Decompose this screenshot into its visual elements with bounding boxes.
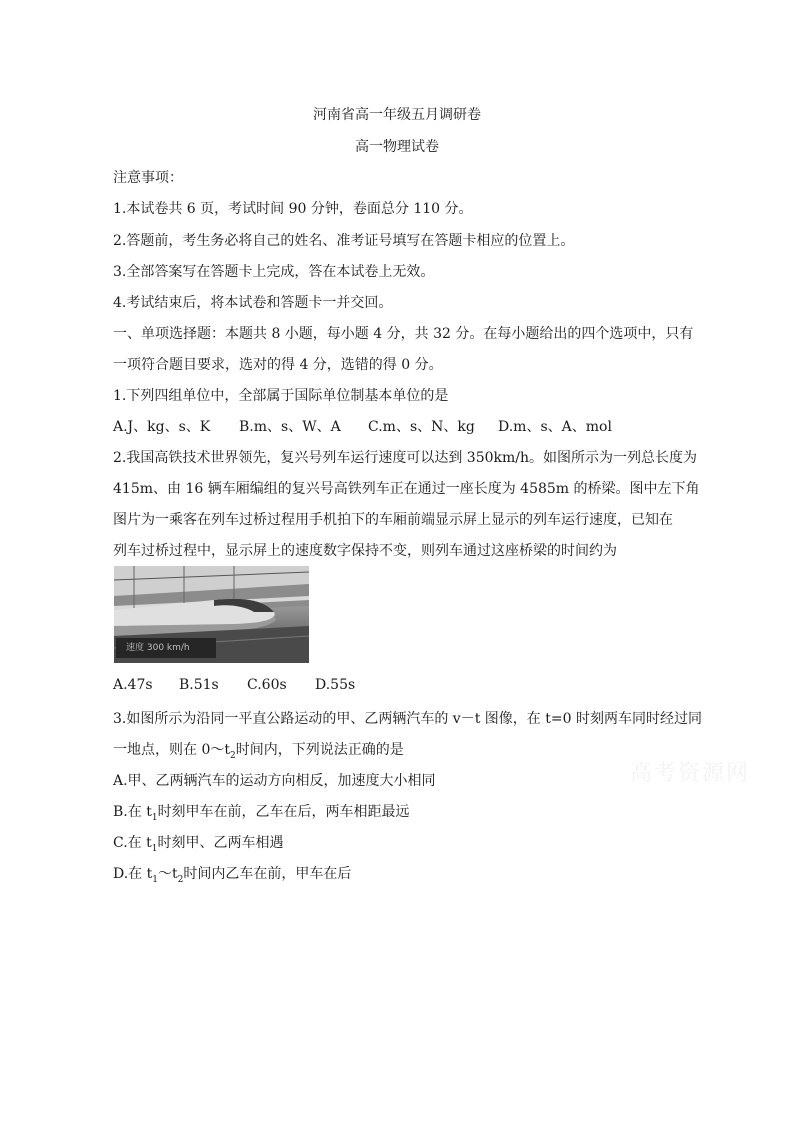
train-photo	[114, 566, 309, 663]
exam-title: 河南省高一年级五月调研卷	[313, 107, 481, 123]
q1-option-c: C.m、s、N、kg	[368, 419, 475, 435]
q3-option-d: D.在 $t_1\sim t_2$时间内乙车在前，甲车在后	[113, 866, 352, 885]
q1-option-d: D.m、s、A、mol	[498, 419, 612, 435]
notice-heading: 注意事项：	[113, 170, 183, 186]
notice-item-4: 4.考试结束后，将本试卷和答题卡一并交回。	[113, 295, 393, 311]
q3-option-a: A.甲、乙两辆汽车的运动方向相反，加速度大小相同	[113, 773, 436, 789]
q1-options	[113, 416, 612, 436]
q1-stem: 1.下列四组单位中，全部属于国际单位制基本单位的是	[113, 388, 449, 404]
q2-option-d: D.55s	[315, 677, 356, 693]
q3-option-c: C.在 $t_1$时刻甲、乙两车相遇	[113, 835, 284, 854]
q3-stem-line2: 一地点，则在 $0\sim t_2$时间内，下列说法正确的是	[113, 742, 404, 761]
q2-stem-line1: 2.我国高铁技术世界领先，复兴号列车运行速度可以达到 350km/h。如图所示为一列总长度为	[113, 450, 698, 466]
q3-stem-line1: 3.如图所示为沿同一平直公路运动的甲、乙两辆汽车的 v－t 图像，在 t=0 时刻两车同时经过同	[113, 711, 702, 727]
watermark: 高考资源网	[630, 761, 751, 786]
q2-stem-line3: 图片为一乘客在列车过桥过程用手机拍下的车厢前端显示屏上显示的列车运行速度，已知在	[113, 512, 673, 528]
q1-option-b: B.m、s、W、A	[239, 419, 341, 435]
exam-subtitle: 高一物理试卷	[355, 139, 439, 155]
q2-options	[113, 677, 355, 693]
notice-item-3: 3.全部答案写在答题卡上完成，答在本试卷上无效。	[113, 264, 435, 280]
q1-option-a: A.J、kg、s、K	[113, 419, 211, 435]
q2-stem-line4: 列车过桥过程中，显示屏上的速度数字保持不变，则列车通过这座桥梁的时间约为	[113, 543, 617, 559]
section1-instructions-line1: 一、单项选择题：本题共 8 小题，每小题 4 分，共 32 分。在每小题给出的四个选项中，只有	[113, 326, 694, 342]
notice-item-2: 2.答题前，考生务必将自己的姓名、准考证号填写在答题卡相应的位置上。	[113, 233, 575, 249]
q2-option-a: A.47s	[113, 677, 153, 693]
q2-stem-line2: 415m、由 16 辆车厢编组的复兴号高铁列车正在通过一座长度为 4585m 的桥梁。图中左下角	[113, 481, 700, 497]
q2-option-b: B.51s	[179, 677, 219, 693]
q3-option-b: B.在 $t_1$时刻甲车在前，乙车在后，两车相距最远	[113, 804, 410, 823]
q2-option-c: C.60s	[247, 677, 287, 693]
notice-item-1: 1.本试卷共 6 页，考试时间 90 分钟，卷面总分 110 分。	[113, 201, 473, 217]
section1-instructions-line2: 一项符合题目要求，选对的得 4 分，选错的得 0 分。	[113, 357, 443, 373]
speed-display: 速度 300 km/h	[116, 638, 216, 658]
